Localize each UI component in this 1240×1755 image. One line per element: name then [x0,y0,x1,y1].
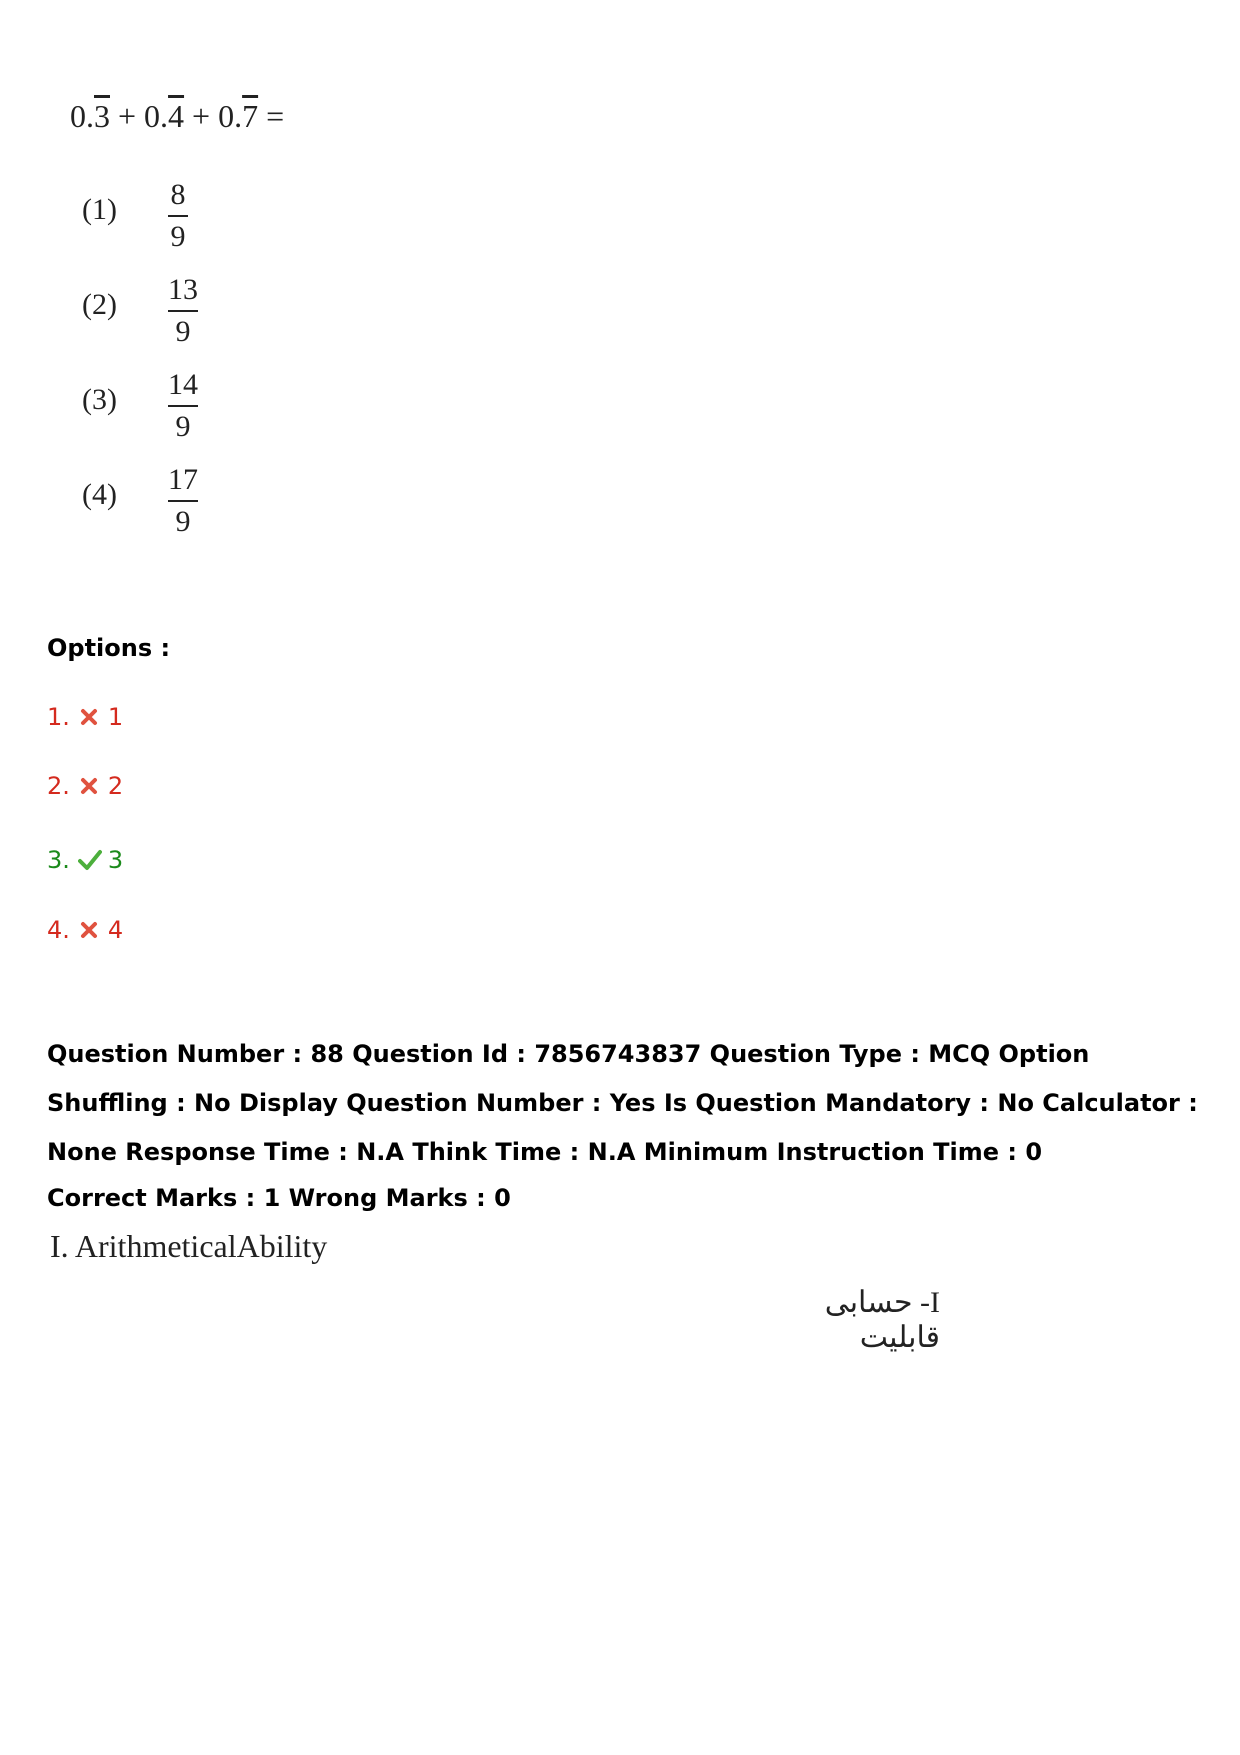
option-value: 4 [107,916,124,944]
denominator: 9 [170,220,186,253]
option-value: 2 [107,772,124,800]
choice-label: (3) [82,383,117,416]
cross-icon [78,706,100,728]
term-1-whole: 0. [70,98,94,134]
option-row-3 [47,846,123,874]
fraction [168,365,198,447]
section-title-english: I. ArithmeticalAbility [50,1228,328,1264]
options-heading: Options : [47,634,171,662]
numerator: 13 [168,273,198,306]
numerator: 8 [170,178,186,211]
term-3-whole: 0. [218,98,243,134]
option-index: 2. [47,772,70,800]
term-2-whole: 0. [144,98,169,134]
term-3-repeating: 7 [242,98,259,134]
fraction [168,270,198,352]
question-choice-1 [82,175,302,265]
numerator: 17 [168,463,198,496]
choice-label: (2) [82,288,117,321]
option-value: 3 [107,846,124,874]
plus-sign-2: + [192,98,211,134]
question-metadata: Question Number : 88 Question Id : 7856743837 Question Type : MCQ Option Shuffling : No Display Question Number : Yes Is Question Mandatory : No Calculator : None Response Time : N.A Think Time : N.A Minimum Instruction Time : 0 [47,1040,1198,1166]
numerator: 14 [168,368,198,401]
section-title-urdu: I- حسابی قابلیت [824,1286,940,1354]
option-index: 1. [47,703,70,731]
choice-label: (4) [82,478,117,511]
cross-icon [78,919,100,941]
question-choice-3 [82,365,302,455]
fraction [168,460,198,542]
cross-icon [78,775,100,797]
check-icon [78,849,100,871]
question-choice-4 [82,460,302,550]
denominator: 9 [175,505,191,538]
option-value: 1 [107,703,124,731]
plus-sign-1: + [118,98,137,134]
equals-sign: = [266,98,285,134]
term-2-repeating: 4 [168,98,185,134]
fraction [168,175,188,257]
denominator: 9 [175,410,191,443]
marks-info: Correct Marks : 1 Wrong Marks : 0 [47,1184,511,1212]
option-row-2 [47,772,123,800]
denominator: 9 [175,315,191,348]
term-1-repeating: 3 [94,98,110,134]
option-index: 3. [47,846,70,874]
question-choice-2 [82,270,302,360]
option-index: 4. [47,916,70,944]
question-expression [70,98,284,135]
option-row-1 [47,703,123,731]
option-row-4 [47,916,123,944]
choice-label: (1) [82,193,117,226]
